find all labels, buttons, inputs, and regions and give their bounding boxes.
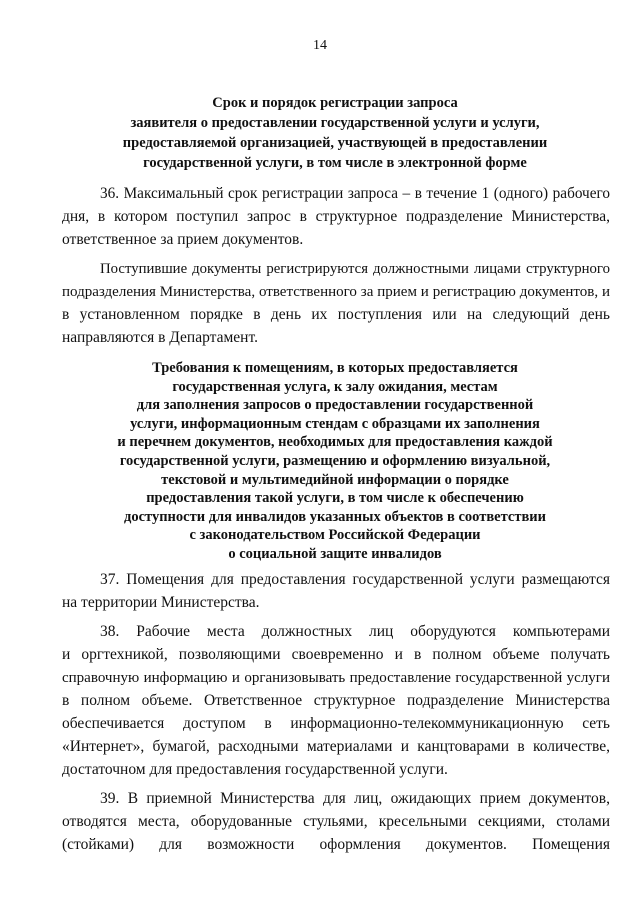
heading-line: Требования к помещениям, в которых предоставляется bbox=[152, 360, 518, 376]
paragraph-39-line: отводятся места, оборудованные стульями, кресельными секциями, столами bbox=[62, 813, 610, 830]
paragraph-38-line: обеспечивается доступом в информационно-телекоммуникационную сеть bbox=[62, 715, 610, 732]
paragraph-38-line: справочную информацию и организовывать предоставление государственной услуги bbox=[62, 670, 610, 686]
heading-line: заявителя о предоставлении государственной услуги и услуги, bbox=[130, 115, 540, 131]
heading-line: Срок и порядок регистрации запроса bbox=[212, 95, 458, 111]
paragraph-38-line: в полном объеме. Ответственное структурное подразделение Министерства bbox=[62, 692, 610, 709]
heading-line: государственной услуги, в том числе в электронной форме bbox=[143, 155, 527, 171]
paragraph-registration-line: подразделения Министерства, ответственного за прием и регистрацию документов, и bbox=[62, 284, 610, 300]
paragraph-38-line: 38. Рабочие места должностных лиц оборудуются компьютерами bbox=[100, 623, 610, 640]
paragraph-36-line: 36. Максимальный срок регистрации запроса – в течение 1 (одного) рабочего bbox=[100, 185, 610, 202]
paragraph-38-line: «Интернет», бумагой, расходными материалами и канцтоварами в количестве, bbox=[62, 738, 610, 755]
paragraph-38-line: и оргтехникой, позволяющими своевременно и в полном объеме получать bbox=[62, 646, 610, 663]
heading-line: о социальной защите инвалидов bbox=[228, 545, 442, 562]
page-number: 14 bbox=[313, 38, 327, 53]
paragraph-36-line: дня, в котором поступил запрос в структурное подразделение Министерства, bbox=[62, 208, 610, 225]
heading-line: предоставляемой организацией, участвующей в предоставлении bbox=[122, 135, 548, 151]
heading-line: для заполнения запросов о предоставлении государственной bbox=[136, 397, 534, 414]
heading-line: текстовой и мультимедийной информации о порядке bbox=[161, 471, 509, 488]
heading-line: доступности для инвалидов указанных объектов в соответствии bbox=[124, 508, 546, 525]
heading-line: государственная услуга, к залу ожидания, местам bbox=[172, 378, 498, 395]
heading-line: предоставления такой услуги, в том числе к обеспечению bbox=[146, 490, 524, 507]
paragraph-37-line: на территории Министерства. bbox=[62, 594, 260, 611]
paragraph-registration-line: в установленном порядке в день их поступления или на следующий день bbox=[62, 306, 610, 323]
paragraph-38-line: достаточном для предоставления государственной услуги. bbox=[62, 761, 448, 778]
paragraph-39-line: (стойками) для возможности оформления документов. Помещения bbox=[62, 836, 610, 853]
section-heading-registration bbox=[60, 93, 610, 173]
heading-line: государственной услуги, размещению и оформлению визуальной, bbox=[119, 452, 551, 469]
paragraph-37-line: 37. Помещения для предоставления государственной услуги размещаются bbox=[100, 571, 610, 588]
section-heading-premises bbox=[60, 359, 610, 564]
paragraph-39-line: 39. В приемной Министерства для лиц, ожидающих прием документов, bbox=[100, 790, 610, 807]
heading-line: услуги, информационным стендам с образцами их заполнения bbox=[130, 415, 540, 432]
paragraph-36-line: ответственное за прием документов. bbox=[62, 231, 304, 248]
paragraph-registration-line: направляются в Департамент. bbox=[62, 329, 258, 346]
paragraph-registration-line: Поступившие документы регистрируются должностными лицами структурного bbox=[100, 261, 610, 277]
heading-line: и перечнем документов, необходимых для предоставления каждой bbox=[117, 434, 553, 451]
heading-line: с законодательством Российской Федерации bbox=[189, 527, 481, 544]
